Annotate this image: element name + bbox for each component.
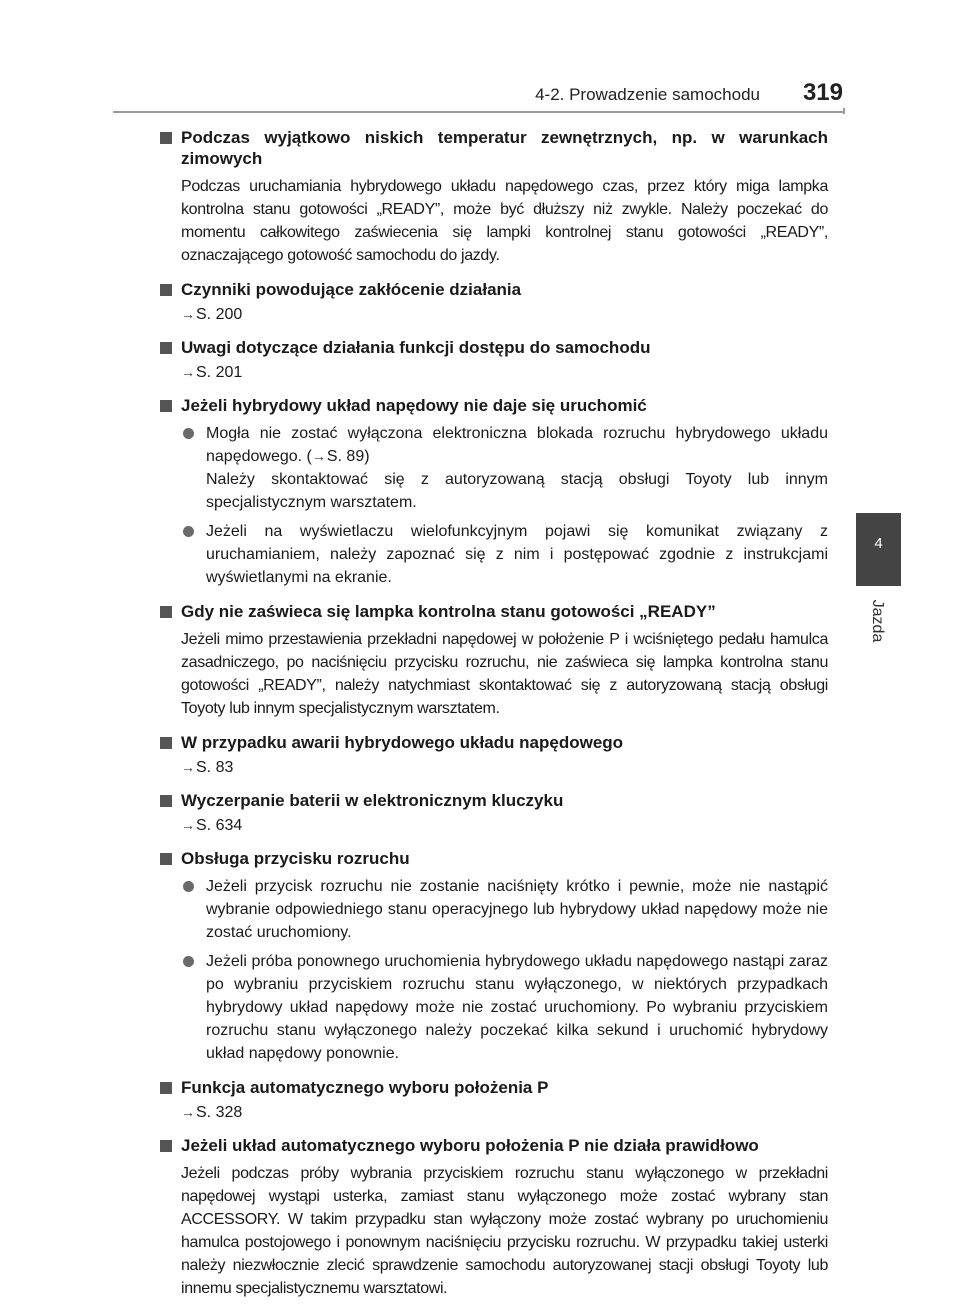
chapter-tab-number: 4 [874,535,883,552]
page-content [160,127,828,1300]
section-heading [160,848,828,869]
chapter-tab[interactable] [856,513,901,586]
square-bullet-icon [160,132,172,144]
bullet-text: Jeżeli przycisk rozruchu nie zostanie naciśnięty krótko i pewnie, może nie nastąpić wybranie odpowiedniego stanu operacyjnego lub hybrydowy układ napędowy może nie zostać uruchomiony. [206,878,828,941]
round-bullet-icon [183,881,194,892]
page-reference-text: S. 328 [196,1104,243,1121]
bullet-text: Mogła nie zostać wyłączona elektroniczna blokada rozruchu hybrydowego układu napędowego. ( [206,425,828,465]
page-reference[interactable] [160,815,828,836]
bullet-item [160,875,828,944]
section-heading [160,395,828,416]
section-paragraph: Podczas uruchamiania hybrydowego układu napędowego czas, przez który miga lampka kontrolna stanu gotowości „READY”, może być dłuższy niż zwykle. Należy poczekać do momentu całkowitego zaświecenia się lampki kontrolnej stanu gotowości „READY”, oznaczającego gotowość samochodu do jazdy. [181,178,828,264]
section-paragraph: Jeżeli mimo przestawienia przekładni napędowej w położenie P i wciśniętego pedału hamulca zasadniczego, po naciśnięciu przycisku rozruchu, nie zaświeca się lampka kontrolna stanu gotowości „READY”, należy natychmiast skontaktować się z autoryzowaną stacją obsługi Toyoty lub innym specjalistycznym warsztatem. [181,631,828,717]
section-title: Czynniki powodujące zakłócenie działania [181,280,522,299]
section-title: W przypadku awarii hybrydowego układu napędowego [181,733,624,752]
section-heading [160,337,828,358]
page-reference-text[interactable]: S. 89 [326,448,365,465]
arrow-right-icon: → [181,817,195,833]
bullet-item [160,520,828,589]
page-reference[interactable] [160,757,828,778]
section-title: Podczas wyjątkowo niskich temperatur zewnętrznych, np. w warunkach zimowych [181,128,828,168]
section-heading [160,1077,828,1098]
section-heading [160,279,828,300]
square-bullet-icon [160,342,172,354]
page-reference-text: S. 83 [196,759,234,776]
section-title: Jeżeli hybrydowy układ napędowy nie daje się uruchomić [181,396,647,415]
bullet-item [160,950,828,1065]
arrow-right-icon: → [181,759,195,775]
square-bullet-icon [160,795,172,807]
round-bullet-icon [183,526,194,537]
square-bullet-icon [160,1082,172,1094]
page-number: 319 [802,79,843,106]
square-bullet-icon [160,737,172,749]
section-heading [160,1135,828,1156]
page-reference[interactable] [160,1102,828,1123]
arrow-right-icon: → [181,1104,195,1120]
section-title: Wyczerpanie baterii w elektronicznym kluczyku [181,791,564,810]
section-heading [160,127,828,169]
bullet-text: Jeżeli na wyświetlaczu wielofunkcyjnym pojawi się komunikat związany z uruchamianiem, należy zapoznać się z nim i postępować zgodnie z instrukcjami wyświetlanymi na ekranie. [206,523,828,586]
page-reference-text: S. 634 [196,817,243,834]
section-title: Obsługa przycisku rozruchu [181,849,410,868]
arrow-right-icon: → [181,364,195,380]
section-title: Funkcja automatycznego wyboru położenia P [181,1078,549,1097]
round-bullet-icon [183,956,194,967]
square-bullet-icon [160,606,172,618]
section-paragraph: Jeżeli podczas próby wybrania przyciskiem rozruchu stanu wyłączonego w przekładni napędowej wystąpi usterka, zamiast stanu wyłączonego może zostać wybrany stan ACCESSORY. W takim przypadku stan wyłączony może zostać wybrany po uruchomieniu hamulca postojowego i ponownym naciśnięciu przycisku rozruchu. W przypadku takiej usterki należy niezwłocznie zlecić sprawdzenie samochodu autoryzowanej stacji obsługi Toyoty lub innemu specjalistycznemu warsztatowi. [181,1165,828,1297]
bullet-text: ) [364,448,370,465]
section-heading [160,732,828,753]
square-bullet-icon [160,1140,172,1152]
chapter-tab-label [866,593,888,653]
arrow-right-icon: → [181,306,195,322]
square-bullet-icon [160,284,172,296]
section-title: Jeżeli układ automatycznego wyboru położenia P nie działa prawidłowo [181,1136,759,1155]
section-heading [160,601,828,622]
page-header [0,0,960,115]
arrow-right-icon: → [311,448,326,464]
chapter-tab-label-text: Jazda [869,599,886,643]
bullet-text: Jeżeli próba ponownego uruchomienia hybrydowego układu napędowego nastąpi zaraz po wybraniu przyciskiem rozruchu stanu wyłączonego, w niektórych przypadkach hybrydowy układ napędowy może nie zostać uruchomiony. Po wybraniu przyciskiem rozruchu stanu wyłączonego należy poczekać kilka sekund i uruchomić hybrydowy układ napędowy ponownie. [206,953,828,1062]
section-title: Uwagi dotyczące działania funkcji dostępu do samochodu [181,338,651,357]
header-divider-tick [843,108,845,114]
section-title: Gdy nie zaświeca się lampka kontrolna stanu gotowości „READY” [181,602,716,621]
page-reference-text: S. 200 [196,306,243,323]
chapter-title: 4-2. Prowadzenie samochodu [535,85,760,104]
page-reference[interactable] [160,304,828,325]
square-bullet-icon [160,853,172,865]
section-heading [160,790,828,811]
square-bullet-icon [160,400,172,412]
round-bullet-icon [183,428,194,439]
header-divider [113,111,843,113]
bullet-text-line: Należy skontaktować się z autoryzowaną stacją obsługi Toyoty lub innym specjalistycznym warsztatem. [206,471,828,511]
bullet-item [160,422,828,514]
page-reference[interactable] [160,362,828,383]
page-reference-text: S. 201 [196,364,243,381]
